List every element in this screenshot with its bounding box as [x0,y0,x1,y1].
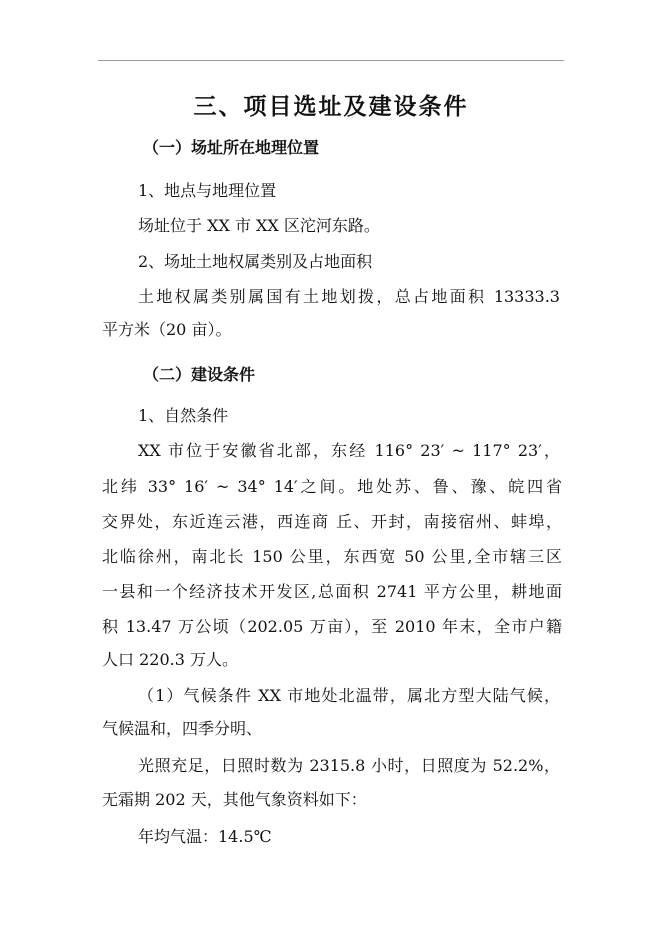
sunshine-text-line: 无霜期 202 天，其他气象资料如下： [102,790,367,809]
item-label-location: 1、地点与地理位置 [138,181,277,200]
section-heading-location: （一）场址所在地理位置 [143,138,320,157]
natural-text-line: 交界处，东近连云港，西连商 丘、开封，南接宿州、蚌埠， [102,512,562,531]
natural-text-line: 一县和一个经济技术开发区,总面积 2741 平方公里，耕地面 [102,582,562,601]
section-heading-conditions: （二）建设条件 [143,365,256,384]
annual-temperature-line: 年均气温：14.5℃ [138,827,272,846]
page-title: 三、项目选址及建设条件 [193,94,469,120]
item-text-location: 场址位于 XX 市 XX 区沱河东路。 [138,216,380,235]
climate-text-line: 气候温和，四季分明、 [102,719,263,738]
item-text-land-line2: 平方米（20 亩）。 [102,320,232,339]
natural-text-line: 人口 220.3 万人。 [102,650,238,669]
climate-text-line: （1）气候条件 XX 市地处北温带，属北方型大陆气候， [138,686,560,705]
page-header-rule [98,60,564,61]
item-text-land-line1: 土地权属类别属国有土地划拨，总占地面积 13333.3 [138,287,560,306]
natural-text-line: 北临徐州，南北长 150 公里，东西宽 50 公里,全市辖三区 [102,547,562,566]
natural-text-line: 积 13.47 万公顷（202.05 万亩），至 2010 年末，全市户籍 [102,617,562,636]
item-label-natural: 1、自然条件 [138,406,229,425]
natural-text-line: XX 市位于安徽省北部，东经 116° 23′ ~ 117° 23′， [138,441,560,460]
item-label-land: 2、场址土地权属类别及占地面积 [138,252,373,271]
natural-text-line: 北纬 33° 16′ ~ 34° 14′之间。地处苏、鲁、豫、皖四省 [102,477,562,496]
sunshine-text-line: 光照充足，日照时数为 2315.8 小时，日照度为 52.2%， [138,756,560,775]
